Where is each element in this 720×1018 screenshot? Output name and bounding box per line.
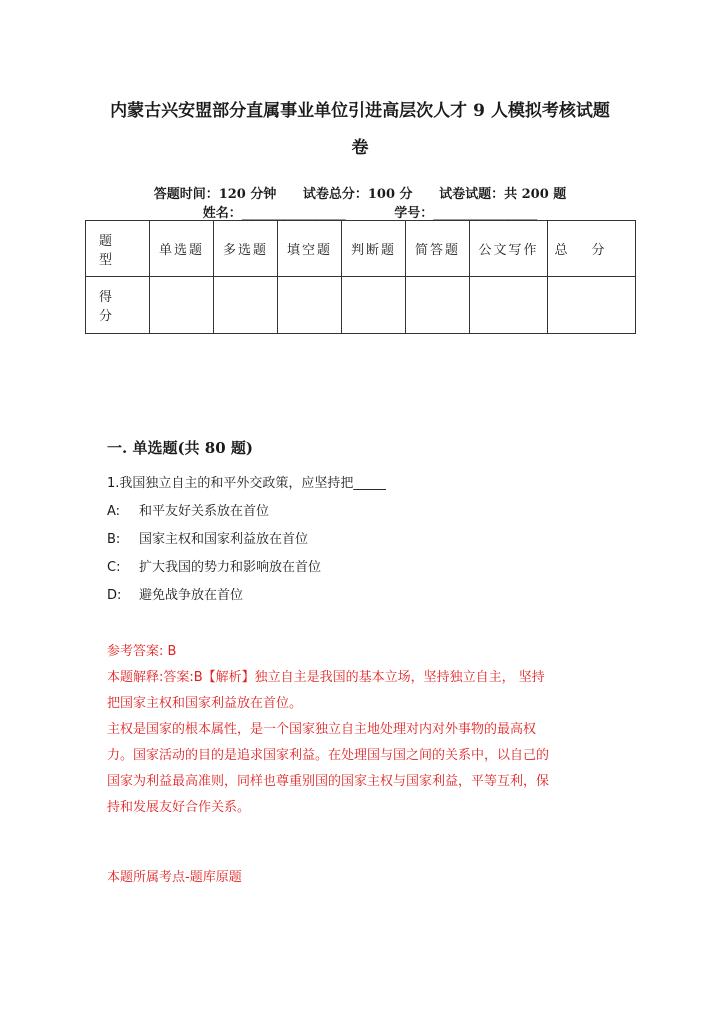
option-text: 和平友好关系放在首位 [139, 504, 270, 519]
question-text: 1.我国独立自主的和平外交政策，应坚持把_____ [107, 476, 386, 491]
option-letter: D: [107, 588, 122, 603]
question-count: 试卷试题：共 200 题 [439, 187, 567, 202]
option-a[interactable] [107, 500, 269, 519]
explanation-line: 力。国家活动的目的是追求国家利益。在处理国与国之间的关系中，以自己的 [107, 748, 550, 763]
header-short-answer: 简答题 [406, 221, 470, 277]
header-true-false: 判断题 [342, 221, 406, 277]
score-cell[interactable] [470, 277, 548, 334]
option-text: 国家主权和国家利益放在首位 [139, 532, 309, 547]
document-title-line1: 内蒙古兴安盟部分直属事业单位引进高层次人才 9 人模拟考核试题 [110, 101, 610, 121]
explanation-line: 本题解释:答案:B【解析】独立自主是我国的基本立场，坚持独立自主， 坚持 [107, 670, 545, 685]
score-table-header-row [86, 221, 636, 277]
section-heading: 一. 单选题(共 80 题) [107, 439, 253, 457]
answer-explanation [107, 665, 607, 821]
header-total: 总分 [548, 221, 636, 277]
knowledge-point: 本题所属考点-题库原题 [107, 870, 242, 885]
explanation-line: 国家为利益最高准则，同样也尊重别国的国家主权与国家利益，平等互利，保 [107, 774, 550, 789]
name-blank: ________________ [241, 206, 346, 221]
score-cell[interactable] [150, 277, 214, 334]
option-c[interactable] [107, 556, 321, 575]
score-row-label: 得分 [86, 277, 150, 334]
id-blank: ________________ [433, 206, 538, 221]
score-table-score-row [86, 277, 636, 334]
answer-time: 答题时间：120 分钟 [153, 187, 277, 202]
option-b[interactable] [107, 528, 308, 547]
total-score: 试卷总分：100 分 [302, 187, 413, 202]
reference-answer: 参考答案: B [107, 644, 177, 659]
header-fill-blank: 填空题 [278, 221, 342, 277]
score-table [85, 220, 636, 334]
header-official-writing: 公文写作 [470, 221, 548, 277]
document-title-line2: 卷 [351, 138, 369, 158]
name-label: 姓名： [202, 206, 242, 221]
option-letter: A: [107, 504, 121, 519]
option-letter: C: [107, 560, 121, 575]
score-cell[interactable] [342, 277, 406, 334]
explanation-line: 把国家主权和国家利益放在首位。 [107, 696, 303, 711]
explanation-line: 持和发展友好合作关系。 [107, 800, 251, 815]
score-cell[interactable] [406, 277, 470, 334]
option-d[interactable] [107, 584, 243, 603]
exam-meta [0, 183, 720, 202]
id-label: 学号： [394, 206, 434, 221]
score-cell[interactable] [214, 277, 278, 334]
student-info [0, 202, 720, 221]
score-cell[interactable] [278, 277, 342, 334]
explanation-line: 主权是国家的根本属性，是一个国家独立自主地处理对内对外事物的最高权 [107, 722, 537, 737]
option-text: 避免战争放在首位 [139, 588, 244, 603]
option-letter: B: [107, 532, 121, 547]
header-multi-choice: 多选题 [214, 221, 278, 277]
score-table-row-label: 题型 [86, 221, 150, 277]
header-single-choice: 单选题 [150, 221, 214, 277]
score-cell[interactable] [548, 277, 636, 334]
option-text: 扩大我国的势力和影响放在首位 [139, 560, 322, 575]
